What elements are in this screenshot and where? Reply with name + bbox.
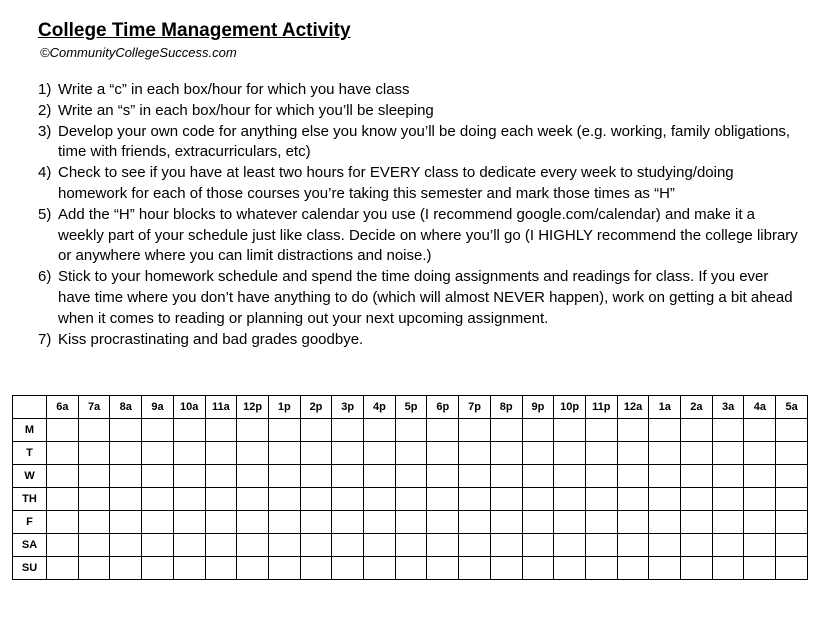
schedule-cell[interactable]: [681, 465, 713, 488]
schedule-cell[interactable]: [364, 465, 396, 488]
step-number: 2): [38, 101, 52, 119]
schedule-cell[interactable]: [268, 534, 300, 557]
schedule-cell[interactable]: [776, 488, 808, 511]
schedule-cell[interactable]: [47, 465, 79, 488]
schedule-cell[interactable]: [776, 465, 808, 488]
schedule-cell[interactable]: [427, 488, 459, 511]
step-text: Write an “s” in each box/hour for which you’ll be sleeping: [58, 101, 434, 119]
schedule-cell[interactable]: [649, 557, 681, 580]
schedule-cell[interactable]: [205, 419, 237, 442]
schedule-cell[interactable]: [142, 488, 174, 511]
step-number: 3): [38, 122, 52, 140]
schedule-cell[interactable]: [78, 442, 110, 465]
hour-header: 9p: [522, 396, 554, 419]
schedule-cell[interactable]: [110, 465, 142, 488]
corner-cell: [13, 396, 47, 419]
schedule-cell[interactable]: [522, 419, 554, 442]
schedule-cell[interactable]: [459, 557, 491, 580]
schedule-cell[interactable]: [142, 511, 174, 534]
schedule-cell[interactable]: [332, 465, 364, 488]
schedule-cell[interactable]: [300, 465, 332, 488]
hour-header: 11p: [585, 396, 617, 419]
schedule-cell[interactable]: [364, 442, 396, 465]
schedule-cell[interactable]: [681, 534, 713, 557]
schedule-cell[interactable]: [649, 534, 681, 557]
list-item: [38, 101, 798, 122]
schedule-cell[interactable]: [712, 534, 744, 557]
list-item: [38, 122, 798, 164]
schedule-cell[interactable]: [268, 419, 300, 442]
schedule-cell[interactable]: [78, 488, 110, 511]
schedule-cell[interactable]: [47, 557, 79, 580]
schedule-cell[interactable]: [237, 465, 269, 488]
schedule-cell[interactable]: [395, 442, 427, 465]
schedule-cell[interactable]: [173, 488, 205, 511]
hour-header: 7a: [78, 396, 110, 419]
hour-header: 8a: [110, 396, 142, 419]
schedule-cell[interactable]: [205, 442, 237, 465]
step-text: Check to see if you have at least two hours for EVERY class to dedicate every week to studying/doing homework for each of those courses you’re taking this semester and mark those times as “H”: [58, 164, 734, 202]
schedule-cell[interactable]: [237, 511, 269, 534]
schedule-cell[interactable]: [522, 557, 554, 580]
schedule-cell[interactable]: [712, 419, 744, 442]
schedule-cell[interactable]: [110, 511, 142, 534]
schedule-cell[interactable]: [332, 534, 364, 557]
schedule-cell[interactable]: [681, 557, 713, 580]
schedule-cell[interactable]: [649, 442, 681, 465]
schedule-cell[interactable]: [237, 488, 269, 511]
schedule-cell[interactable]: [585, 511, 617, 534]
schedule-cell[interactable]: [427, 465, 459, 488]
schedule-cell[interactable]: [744, 465, 776, 488]
step-number: 6): [38, 268, 52, 286]
schedule-cell[interactable]: [649, 419, 681, 442]
schedule-cell[interactable]: [205, 465, 237, 488]
schedule-cell[interactable]: [459, 442, 491, 465]
schedule-cell[interactable]: [300, 557, 332, 580]
schedule-cell[interactable]: [332, 419, 364, 442]
schedule-cell[interactable]: [712, 488, 744, 511]
step-text: Add the “H” hour blocks to whatever calendar you use (I recommend google.com/calendar) and make it a weekly part of your schedule just like class. Decide on where you’ll go (I HIGHLY recommend the college library or anywhere where you can limit distractions and noise.): [58, 205, 798, 265]
schedule-cell[interactable]: [585, 557, 617, 580]
schedule-cell[interactable]: [649, 511, 681, 534]
schedule-cell[interactable]: [142, 557, 174, 580]
hour-header: 6a: [47, 396, 79, 419]
hour-header: 2a: [681, 396, 713, 419]
schedule-cell[interactable]: [744, 488, 776, 511]
schedule-cell[interactable]: [205, 488, 237, 511]
schedule-cell[interactable]: [173, 465, 205, 488]
hour-header: 4a: [744, 396, 776, 419]
schedule-cell[interactable]: [300, 511, 332, 534]
schedule-cell[interactable]: [395, 419, 427, 442]
schedule-cell[interactable]: [617, 511, 649, 534]
step-text: Write a “c” in each box/hour for which you have class: [58, 81, 410, 98]
schedule-cell[interactable]: [110, 488, 142, 511]
schedule-cell[interactable]: [617, 465, 649, 488]
schedule-cell[interactable]: [522, 511, 554, 534]
schedule-cell[interactable]: [490, 488, 522, 511]
schedule-cell[interactable]: [427, 511, 459, 534]
instructions-list: [38, 80, 798, 350]
schedule-cell[interactable]: [395, 557, 427, 580]
schedule-cell[interactable]: [490, 557, 522, 580]
schedule-cell[interactable]: [522, 465, 554, 488]
day-label: T: [13, 442, 47, 465]
schedule-cell[interactable]: [78, 557, 110, 580]
step-number: 4): [38, 164, 52, 182]
day-label: TH: [13, 488, 47, 511]
hour-header: 8p: [490, 396, 522, 419]
schedule-cell[interactable]: [173, 557, 205, 580]
schedule-cell[interactable]: [78, 534, 110, 557]
schedule-cell[interactable]: [490, 442, 522, 465]
schedule-cell[interactable]: [268, 511, 300, 534]
schedule-cell[interactable]: [585, 465, 617, 488]
schedule-cell[interactable]: [744, 511, 776, 534]
schedule-cell[interactable]: [490, 465, 522, 488]
schedule-cell[interactable]: [522, 534, 554, 557]
schedule-cell[interactable]: [712, 511, 744, 534]
step-text: Kiss procrastinating and bad grades goodbye.: [58, 330, 364, 348]
schedule-cell[interactable]: [237, 442, 269, 465]
schedule-cell[interactable]: [554, 534, 586, 557]
schedule-cell[interactable]: [47, 488, 79, 511]
schedule-cell[interactable]: [554, 488, 586, 511]
schedule-cell[interactable]: [300, 488, 332, 511]
schedule-cell[interactable]: [78, 511, 110, 534]
schedule-cell[interactable]: [744, 534, 776, 557]
schedule-cell[interactable]: [110, 534, 142, 557]
day-label: W: [13, 465, 47, 488]
table-row: [13, 465, 808, 488]
schedule-cell[interactable]: [237, 419, 269, 442]
table-row: [13, 557, 808, 580]
day-label: SA: [13, 534, 47, 557]
hour-header: 9a: [142, 396, 174, 419]
schedule-cell[interactable]: [364, 557, 396, 580]
schedule-cell[interactable]: [649, 488, 681, 511]
hour-header: 3p: [332, 396, 364, 419]
schedule-cell[interactable]: [395, 465, 427, 488]
schedule-cell[interactable]: [681, 442, 713, 465]
schedule-cell[interactable]: [427, 442, 459, 465]
schedule-cell[interactable]: [617, 557, 649, 580]
schedule-cell[interactable]: [110, 557, 142, 580]
hour-header: 10p: [554, 396, 586, 419]
day-label: SU: [13, 557, 47, 580]
schedule-cell[interactable]: [522, 442, 554, 465]
schedule-cell[interactable]: [617, 488, 649, 511]
schedule-cell[interactable]: [47, 442, 79, 465]
schedule-cell[interactable]: [776, 511, 808, 534]
schedule-cell[interactable]: [364, 419, 396, 442]
schedule-cell[interactable]: [681, 419, 713, 442]
step-text: Develop your own code for anything else you know you’ll be doing each week (e.g. working, family obligations, time with friends, extracurriculars, etc): [58, 122, 791, 161]
step-number: 5): [38, 205, 52, 223]
schedule-cell[interactable]: [78, 419, 110, 442]
schedule-cell[interactable]: [395, 534, 427, 557]
schedule-cell[interactable]: [744, 442, 776, 465]
table-row: [13, 419, 808, 442]
table-row: [13, 511, 808, 534]
hour-header: 4p: [364, 396, 396, 419]
schedule-cell[interactable]: [268, 465, 300, 488]
schedule-cell[interactable]: [332, 488, 364, 511]
schedule-cell[interactable]: [364, 488, 396, 511]
schedule-cell[interactable]: [268, 488, 300, 511]
schedule-cell[interactable]: [585, 442, 617, 465]
copyright-line: ©CommunityCollegeSuccess.com: [40, 45, 237, 60]
schedule-cell[interactable]: [237, 534, 269, 557]
hour-header: 5p: [395, 396, 427, 419]
hour-header: 12p: [237, 396, 269, 419]
schedule-cell[interactable]: [427, 419, 459, 442]
schedule-cell[interactable]: [78, 465, 110, 488]
schedule-cell[interactable]: [110, 419, 142, 442]
schedule-cell[interactable]: [712, 465, 744, 488]
list-item: [38, 205, 798, 267]
step-number: 1): [38, 81, 52, 98]
hour-header: 12a: [617, 396, 649, 419]
schedule-cell[interactable]: [681, 488, 713, 511]
schedule-cell[interactable]: [300, 442, 332, 465]
hour-header: 1p: [268, 396, 300, 419]
schedule-cell[interactable]: [554, 442, 586, 465]
schedule-cell[interactable]: [395, 488, 427, 511]
schedule-cell[interactable]: [554, 511, 586, 534]
schedule-cell[interactable]: [173, 511, 205, 534]
schedule-cell[interactable]: [142, 465, 174, 488]
schedule-cell[interactable]: [364, 511, 396, 534]
hour-header: 10a: [173, 396, 205, 419]
schedule-cell[interactable]: [490, 511, 522, 534]
schedule-cell[interactable]: [585, 534, 617, 557]
schedule-cell[interactable]: [459, 511, 491, 534]
page-title: College Time Management Activity: [38, 20, 351, 41]
schedule-cell[interactable]: [554, 465, 586, 488]
hour-header: 7p: [459, 396, 491, 419]
schedule-cell[interactable]: [744, 557, 776, 580]
schedule-cell[interactable]: [332, 557, 364, 580]
schedule-cell[interactable]: [490, 534, 522, 557]
day-label: F: [13, 511, 47, 534]
hour-header: 2p: [300, 396, 332, 419]
schedule-cell[interactable]: [268, 442, 300, 465]
schedule-cell[interactable]: [712, 557, 744, 580]
schedule-cell[interactable]: [459, 534, 491, 557]
list-item: [38, 330, 798, 351]
schedule-cell[interactable]: [554, 557, 586, 580]
schedule-cell[interactable]: [427, 557, 459, 580]
schedule-cell[interactable]: [776, 557, 808, 580]
schedule-cell[interactable]: [47, 419, 79, 442]
schedule-cell[interactable]: [459, 465, 491, 488]
schedule-cell[interactable]: [554, 419, 586, 442]
schedule-cell[interactable]: [300, 419, 332, 442]
step-number: 7): [38, 330, 52, 348]
schedule-cell[interactable]: [776, 442, 808, 465]
hour-header: 3a: [712, 396, 744, 419]
schedule-body: [13, 419, 808, 580]
schedule-cell[interactable]: [617, 419, 649, 442]
schedule-cell[interactable]: [522, 488, 554, 511]
schedule-cell[interactable]: [744, 419, 776, 442]
list-item: [38, 80, 798, 101]
schedule-cell[interactable]: [237, 557, 269, 580]
schedule-cell[interactable]: [459, 419, 491, 442]
schedule-cell[interactable]: [427, 534, 459, 557]
day-label: M: [13, 419, 47, 442]
schedule-cell[interactable]: [395, 511, 427, 534]
schedule-cell[interactable]: [681, 511, 713, 534]
schedule-cell[interactable]: [585, 488, 617, 511]
schedule-cell[interactable]: [173, 442, 205, 465]
schedule-cell[interactable]: [585, 419, 617, 442]
list-item: [38, 267, 798, 329]
schedule-cell[interactable]: [47, 534, 79, 557]
schedule-cell[interactable]: [617, 442, 649, 465]
table-row: [13, 488, 808, 511]
schedule-cell[interactable]: [332, 442, 364, 465]
table-row: [13, 534, 808, 557]
table-row: [13, 442, 808, 465]
schedule-cell[interactable]: [142, 442, 174, 465]
step-text: Stick to your homework schedule and spend the time doing assignments and readings for class. If you ever have time where you don’t have anything to do (which will almost NEVER happen), work on getting a bit ahead when it comes to reading or planning out your next upcoming assignment.: [58, 268, 793, 327]
schedule-cell[interactable]: [712, 442, 744, 465]
schedule-cell[interactable]: [649, 465, 681, 488]
schedule-cell[interactable]: [205, 557, 237, 580]
list-item: [38, 163, 798, 205]
schedule-cell[interactable]: [490, 419, 522, 442]
schedule-cell[interactable]: [110, 442, 142, 465]
schedule-cell[interactable]: [173, 534, 205, 557]
schedule-cell[interactable]: [142, 419, 174, 442]
schedule-cell[interactable]: [776, 534, 808, 557]
schedule-cell[interactable]: [173, 419, 205, 442]
schedule-cell[interactable]: [268, 557, 300, 580]
schedule-cell[interactable]: [617, 534, 649, 557]
schedule-cell[interactable]: [300, 534, 332, 557]
schedule-cell[interactable]: [332, 511, 364, 534]
schedule-cell[interactable]: [142, 534, 174, 557]
schedule-cell[interactable]: [364, 534, 396, 557]
schedule-cell[interactable]: [205, 511, 237, 534]
hour-header: 1a: [649, 396, 681, 419]
schedule-cell[interactable]: [205, 534, 237, 557]
schedule-cell[interactable]: [47, 511, 79, 534]
hour-header: 11a: [205, 396, 237, 419]
schedule-cell[interactable]: [776, 419, 808, 442]
schedule-cell[interactable]: [459, 488, 491, 511]
weekly-schedule-grid: [12, 395, 808, 580]
hour-header: 5a: [776, 396, 808, 419]
hour-header: 6p: [427, 396, 459, 419]
hour-header-row: [13, 396, 808, 419]
